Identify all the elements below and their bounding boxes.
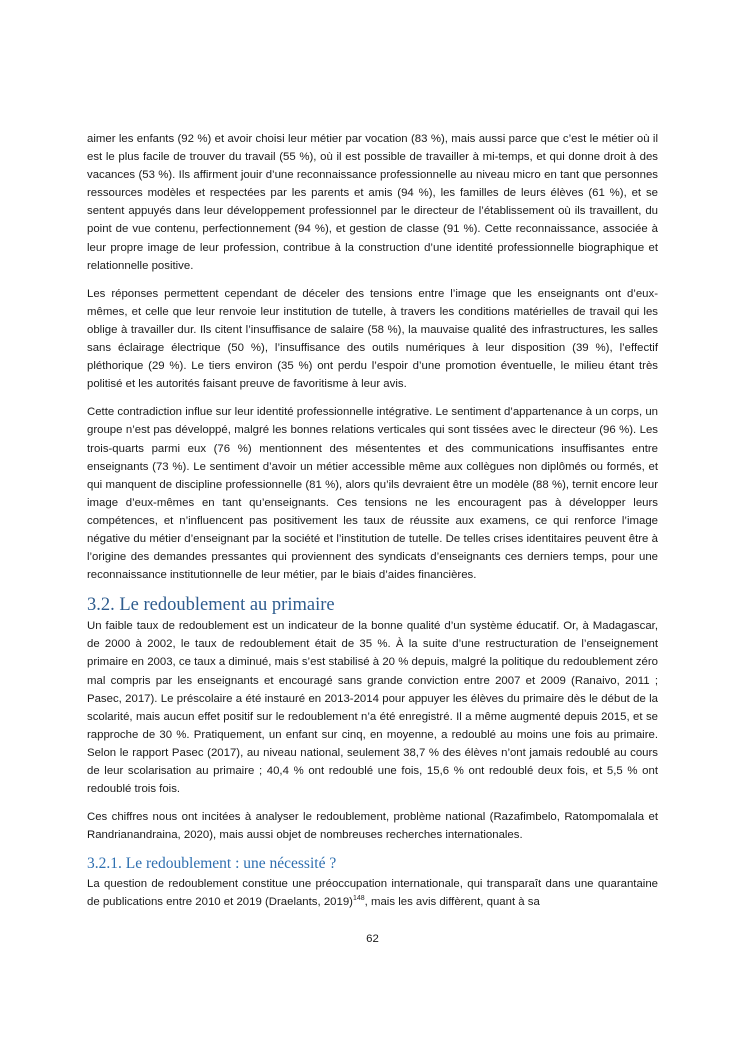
paragraph-text-end: , mais les avis diffèrent, quant à sa [364, 896, 540, 909]
paragraph-contradiction: Cette contradiction influe sur leur identité professionnelle intégrative. Le sentiment d’appartenance à un corps, un groupe n’est pas développé, malgré les bonnes relations verticales qui sont tissées avec le directeur (96 %). Les trois-quarts parmi eux (76 %) mentionnent des mésententes et des communications insuffisantes entre enseignants (73 %). Le sentiment d’avoir un métier accessible même aux collègues non diplômés ou formés, et qui manquent de discipline professionnelle (81 %), alors qu’ils devraient être un modèle (88 %), ternit encore leur image d’eux-mêmes en tant qu’enseignants. Ces tensions ne les encouragent pas à développer leurs compétences, et n’influencent pas positivement les taux de réussite aux examens, ce qui renforce l’image négative du métier d’enseignant par la société et l’institution de tutelle. De telles crises identitaires peuvent être à l’origine des demandes pressantes qui proviennent des syndicats d’enseignants ces derniers temps, pour une reconnaissance institutionnelle de leur métier, par le biais d’aides financières. [87, 406, 658, 582]
page-body [87, 130, 658, 922]
paragraph-national-problem: Ces chiffres nous ont incitées à analyser le redoublement, problème national (Razafimbelo, Ratompomalala et Randrianandraina, 2020), mais aussi objet de nombreuses recherches internationales. [87, 811, 658, 842]
footnote-reference[interactable]: 148 [352, 895, 365, 903]
page-number: 62 [366, 933, 379, 945]
paragraph-text-start: La question de redoublement constitue une préoccupation internationale, qui transparaît dans une quarantaine de publications entre 2010 et 2019 (Draelants, 2019) [87, 878, 658, 909]
paragraph-international-question [87, 875, 658, 911]
section-heading: 3.2. Le redoublement au primaire [87, 595, 335, 616]
paragraph-tensions: Les réponses permettent cependant de déceler des tensions entre l’image que les enseignants ont d’eux-mêmes, et celle que leur renvoie leur institution de tutelle, à travers les conditions matérielles de travail qui les oblige à travailler dur. Ils citent l’insuffisance de salaire (58 %), la mauvaise qualité des infrastructures, les salles sans éclairage électrique (50 %), l’insuffisance des outils numériques à leur disposition (39 %), l’effectif pléthorique (29 %). Le tiers environ (35 %) ont perdu l’espoir d’une promotion éventuelle, le milieu étant très politisé et les autorités faisant preuve de favoritisme à leur avis. [87, 287, 658, 391]
paragraph-repetition-rate: Un faible taux de redoublement est un indicateur de la bonne qualité d’un système éducatif. Or, à Madagascar, de 2000 à 2002, le taux de redoublement était de 35 %. À la suite d’une restructuration de l’enseignement primaire en 2003, ce taux a diminué, mais s’est stabilisé à 20 % depuis, malgré la politique du redoublement zéro mal compris par les enseignants et encouragé sans grande conviction entre 2007 et 2009 (Ranaivo, 2011 ; Pasec, 2017). Le préscolaire a été instauré en 2013-2014 pour appuyer les élèves du primaire dès le début de la scolarité, mais aucun effet positif sur le redoublement n’a été enregistré. Il a même augmenté depuis 2015, et se rapproche de 30 %. Pratiquement, un enfant sur cinq, en moyenne, a redoublé au moins une fois au primaire. Selon le rapport Pasec (2017), au niveau national, seulement 38,7 % des élèves n’ont jamais redoublé au cours de leur scolarisation au primaire ; 40,4 % ont redoublé une fois, 15,6 % ont redoublé deux fois, et 5,5 % ont redoublé trois fois. [87, 620, 658, 796]
paragraph-teacher-motivation: aimer les enfants (92 %) et avoir choisi leur métier par vocation (83 %), mais aussi parce que c’est le métier où il est le plus facile de trouver du travail (55 %), où il est possible de travailler à mi-temps, et qui donne droit à des vacances (53 %). Ils affirment jouir d’une reconnaissance professionnelle au niveau micro en tant que personnes ressources modèles et respectées par les parents et amis (94 %), les familles de leurs élèves (61 %), et se sentent appuyés dans leur développement professionnel par le directeur de l’établissement où ils travaillent, du point de vue contenu, perfectionnement (94 %), et gestion de classe (91 %). Cette reconnaissance, associée à leur propre image de leur profession, contribue à la construction d’une identité professionnelle biographique et relationnelle positive. [87, 133, 658, 272]
subsection-heading: 3.2.1. Le redoublement : une nécessité ? [87, 855, 337, 873]
